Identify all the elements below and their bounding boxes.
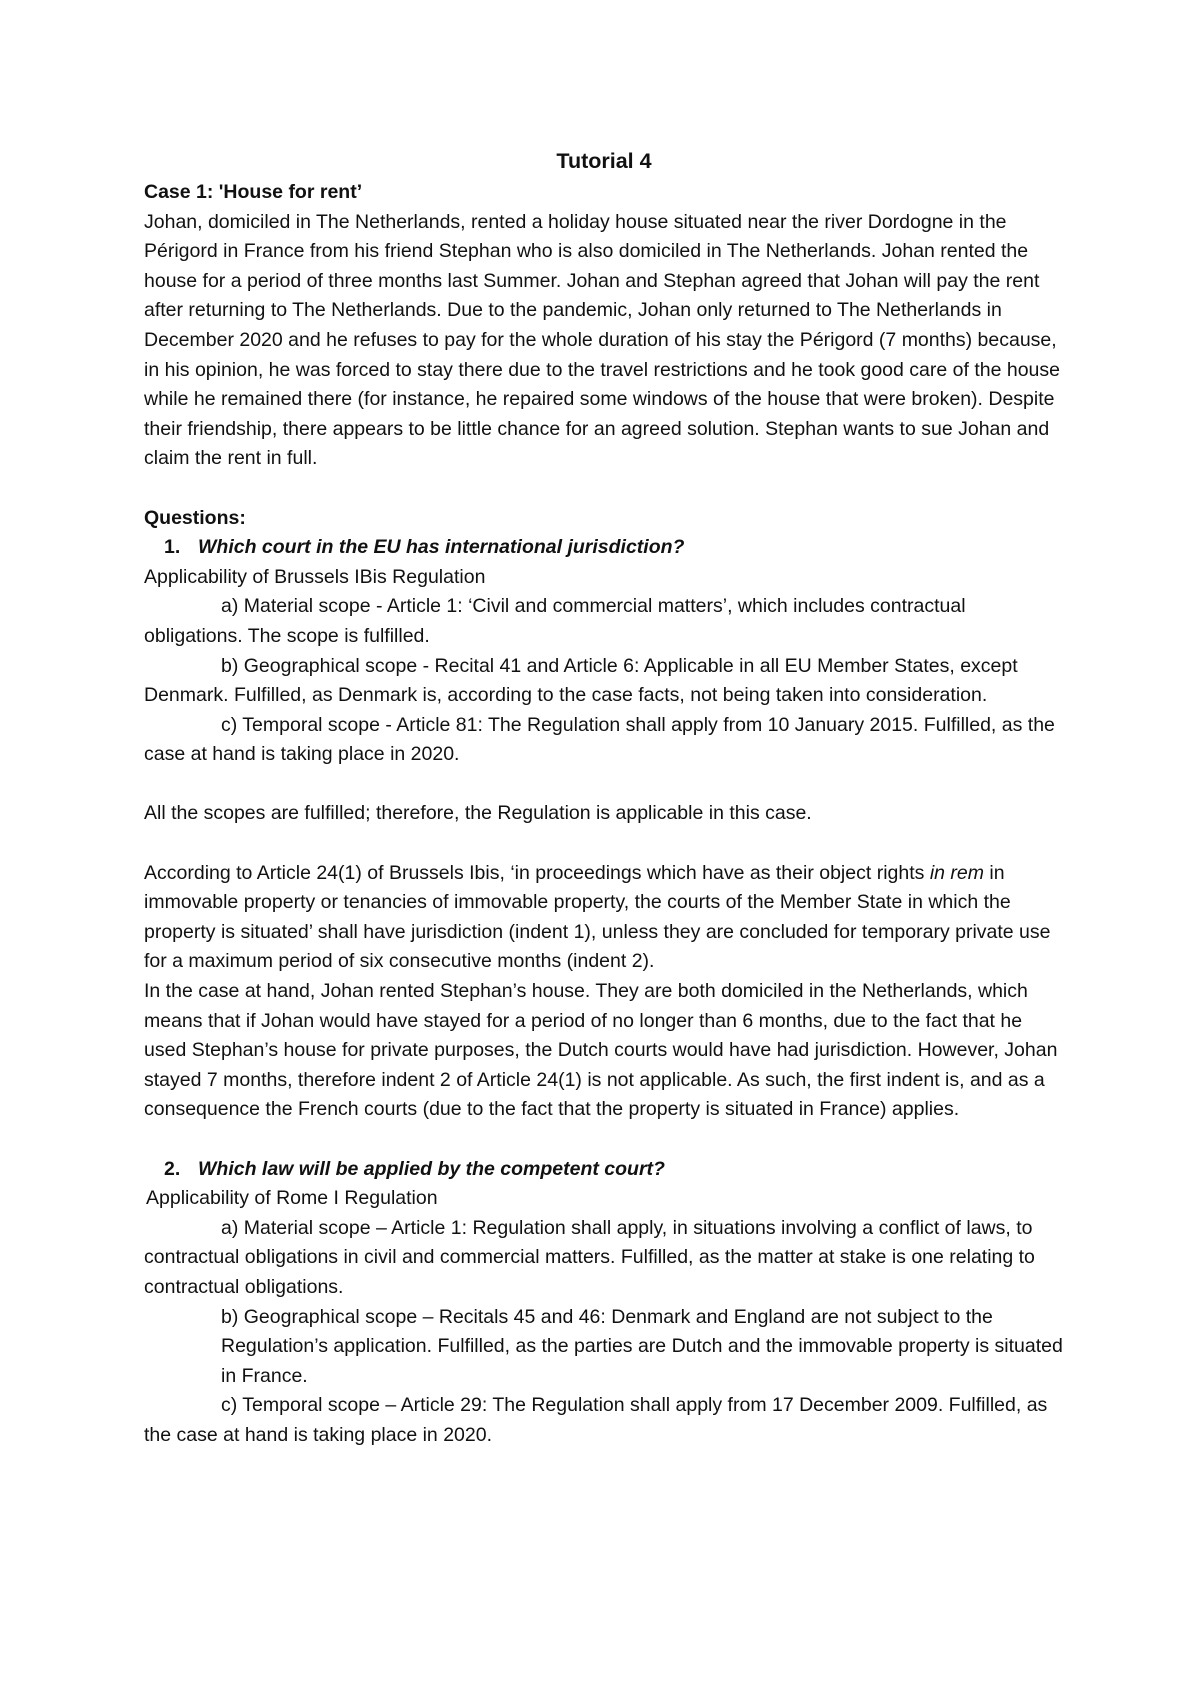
spacer xyxy=(144,829,1064,859)
q2-geographical-scope: b) Geographical scope – Recitals 45 and 46: Denmark and England are not subject to the Regulation’s application. Fulfilled, as the parties are Dutch and the immovable property is situated in France. xyxy=(221,1305,1063,1387)
questions-heading: Questions: xyxy=(144,506,246,529)
q2-temporal-scope: c) Temporal scope – Article 29: The Regulation shall apply from 17 December 2009. Fulfilled, as the case at hand is taking place in 2020. xyxy=(144,1394,1048,1446)
spacer xyxy=(144,474,1064,504)
case-facts: Johan, domiciled in The Netherlands, rented a holiday house situated near the river Dordogne in the Périgord in France from his friend Stephan who is also domiciled in The Netherlands. Johan rented the house for a period of three months last Summer. Johan and Stephan agreed that Johan will pay the rent after returning to The Netherlands. Due to the pandemic, Johan only returned to The Netherlands in December 2020 and he refuses to pay for the whole duration of his stay the Périgord (7 months) because, in his opinion, he was forced to stay there due to the travel restrictions and he took good care of the house while he remained there (for instance, he repaired some windows of the house that were broken). Despite their friendship, there appears to be little chance for an agreed solution. Stephan wants to sue Johan and claim the rent in full. xyxy=(144,210,1060,470)
q1-intro: Applicability of Brussels IBis Regulation xyxy=(144,565,486,588)
q1-article-24-part1: According to Article 24(1) of Brussels Ibis, ‘in proceedings which have as their object rights xyxy=(144,861,930,884)
q1-article-24-italic: in rem xyxy=(929,861,984,884)
document-page xyxy=(144,146,1064,1451)
spacer xyxy=(144,1125,1064,1155)
q2-intro: Applicability of Rome I Regulation xyxy=(146,1187,438,1210)
question-1 xyxy=(144,533,1064,563)
q1-material-scope: a) Material scope - Article 1: ‘Civil and commercial matters’, which includes contractual obligations. The scope is fulfilled. xyxy=(144,595,966,647)
q2-material-scope: a) Material scope – Article 1: Regulation shall apply, in situations involving a conflict of laws, to contractual obligations in civil and commercial matters. Fulfilled, as the matter at stake is one relating to contractual obligations. xyxy=(144,1216,1035,1298)
case-heading: Case 1: 'House for rent’ xyxy=(144,181,363,203)
q1-geographical-scope: b) Geographical scope - Recital 41 and Article 6: Applicable in all EU Member States, except Denmark. Fulfilled, as Denmark is, according to the case facts, not being taken into consideration. xyxy=(144,654,1018,707)
question-2-text: Which law will be applied by the competent court? xyxy=(198,1157,665,1180)
q1-analysis: In the case at hand, Johan rented Stephan’s house. They are both domiciled in the Netherlands, which means that if Johan would have stayed for a period of no longer than 6 months, due to the fact that he used Stephan’s house for private purposes, the Dutch courts would have had jurisdiction. However, Johan stayed 7 months, therefore indent 2 of Article 24(1) is not applicable. As such, the first indent is, and as a consequence the French courts (due to the fact that the property is situated in France) applies. xyxy=(144,980,1058,1121)
document-title: Tutorial 4 xyxy=(556,149,652,173)
question-1-text: Which court in the EU has international jurisdiction? xyxy=(198,536,685,559)
question-2-number: 2. xyxy=(164,1157,181,1180)
q1-temporal-scope: c) Temporal scope - Article 81: The Regulation shall apply from 10 January 2015. Fulfilled, as the case at hand is taking place in 2020. xyxy=(144,713,1055,766)
question-1-number: 1. xyxy=(164,536,181,559)
q1-conclusion: All the scopes are fulfilled; therefore, the Regulation is applicable in this case. xyxy=(144,802,812,825)
q1-article-24-part2: in immovable property or tenancies of immovable property, the courts of the Member State in which the property is situated’ shall have jurisdiction (indent 1), unless they are concluded for temporary private use for a maximum period of six consecutive months (indent 2). xyxy=(144,861,1051,973)
q1-article-24 xyxy=(144,859,1064,977)
spacer xyxy=(144,770,1064,800)
question-2 xyxy=(144,1155,1064,1185)
